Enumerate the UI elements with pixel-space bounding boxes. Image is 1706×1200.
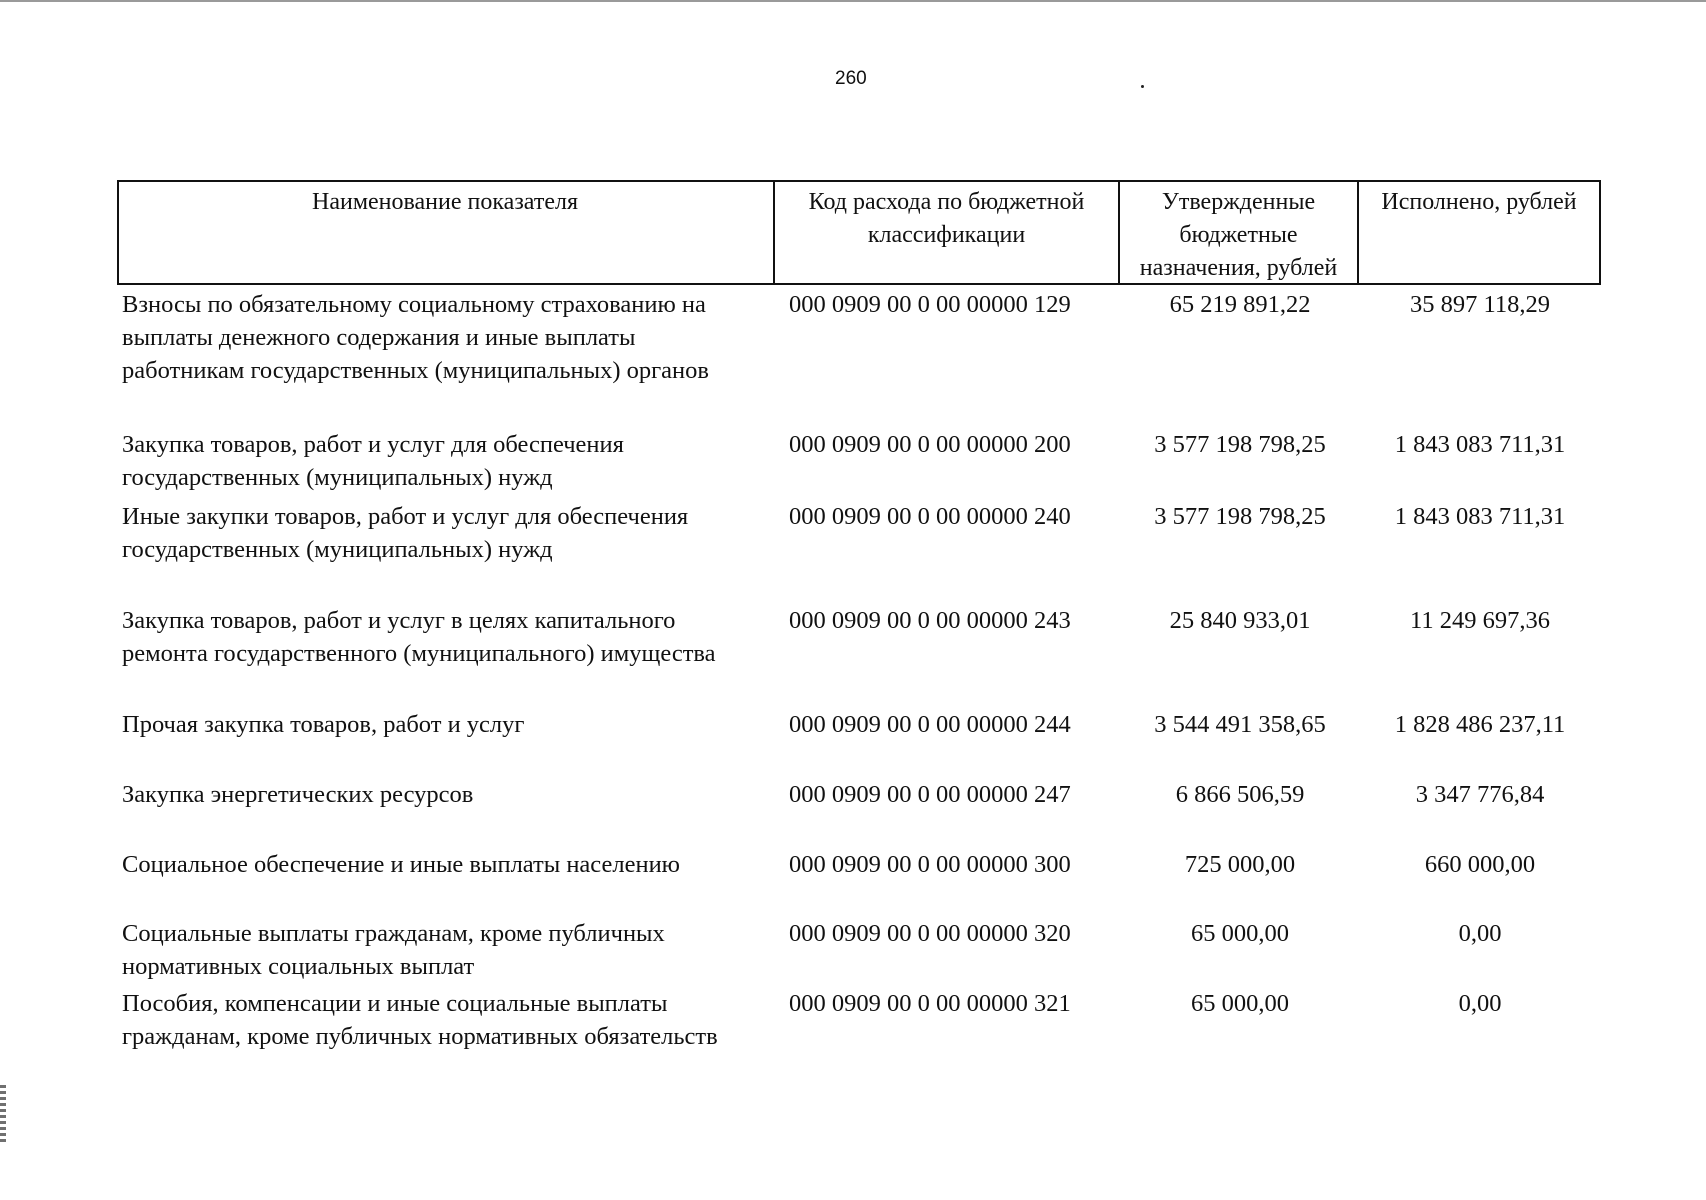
row-code: 000 0909 00 0 00 00000 247 — [789, 781, 1071, 808]
row-approved: 65 000,00 — [1191, 990, 1289, 1017]
page-top-edge — [0, 0, 1706, 2]
row-executed: 1 843 083 711,31 — [1394, 431, 1566, 458]
row-name: Закупка товаров, работ и услуг в целях капитального ремонта государственного (муниципального) имущества — [122, 607, 716, 667]
page-number: 260 — [835, 68, 867, 89]
row-code: 000 0909 00 0 00 00000 300 — [789, 851, 1071, 878]
row-approved: 3 577 198 798,25 — [1154, 503, 1326, 530]
scan-edge-mark — [0, 1085, 6, 1145]
row-executed: 1 843 083 711,31 — [1394, 503, 1566, 530]
header-code: Код расхода по бюджетной классификации — [808, 189, 1085, 248]
row-executed: 1 828 486 237,11 — [1394, 711, 1566, 738]
row-code: 000 0909 00 0 00 00000 320 — [789, 920, 1071, 947]
row-approved: 3 544 491 358,65 — [1154, 711, 1326, 738]
row-name: Социальное обеспечение и иные выплаты населению — [122, 851, 680, 878]
row-executed: 660 000,00 — [1424, 851, 1536, 878]
row-code: 000 0909 00 0 00 00000 244 — [789, 711, 1071, 738]
header-approved: Утвержденные бюджетные назначения, рублей — [1139, 189, 1338, 281]
row-code: 000 0909 00 0 00 00000 321 — [789, 990, 1071, 1017]
row-code: 000 0909 00 0 00 00000 240 — [789, 503, 1071, 530]
row-code: 000 0909 00 0 00 00000 200 — [789, 431, 1071, 458]
row-approved: 65 000,00 — [1191, 920, 1289, 947]
row-executed: 0,00 — [1458, 920, 1502, 947]
row-name: Взносы по обязательному социальному страхованию на выплаты денежного содержания и иные выплаты работникам государственных (муниципальных) органов — [122, 291, 709, 384]
row-executed: 0,00 — [1458, 990, 1502, 1017]
scan-speck — [1141, 85, 1144, 88]
row-executed: 35 897 118,29 — [1410, 291, 1550, 318]
row-approved: 6 866 506,59 — [1175, 781, 1305, 808]
row-code: 000 0909 00 0 00 00000 243 — [789, 607, 1071, 634]
row-approved: 25 840 933,01 — [1169, 607, 1311, 634]
row-name: Пособия, компенсации и иные социальные выплаты гражданам, кроме публичных нормативных обязательств — [122, 990, 718, 1050]
header-name: Наименование показателя — [312, 189, 578, 215]
row-approved: 725 000,00 — [1184, 851, 1296, 878]
header-executed: Исполнено, рублей — [1381, 189, 1577, 215]
row-executed: 3 347 776,84 — [1415, 781, 1545, 808]
row-approved: 65 219 891,22 — [1169, 291, 1311, 318]
row-name: Социальные выплаты гражданам, кроме публичных нормативных социальных выплат — [122, 920, 665, 980]
row-code: 000 0909 00 0 00 00000 129 — [789, 291, 1071, 318]
row-name: Закупка энергетических ресурсов — [122, 781, 474, 808]
row-name: Закупка товаров, работ и услуг для обеспечения государственных (муниципальных) нужд — [122, 431, 624, 491]
row-name: Иные закупки товаров, работ и услуг для обеспечения государственных (муниципальных) нужд — [122, 503, 689, 563]
row-approved: 3 577 198 798,25 — [1154, 431, 1326, 458]
row-name: Прочая закупка товаров, работ и услуг — [122, 711, 525, 738]
row-executed: 11 249 697,36 — [1410, 607, 1550, 634]
